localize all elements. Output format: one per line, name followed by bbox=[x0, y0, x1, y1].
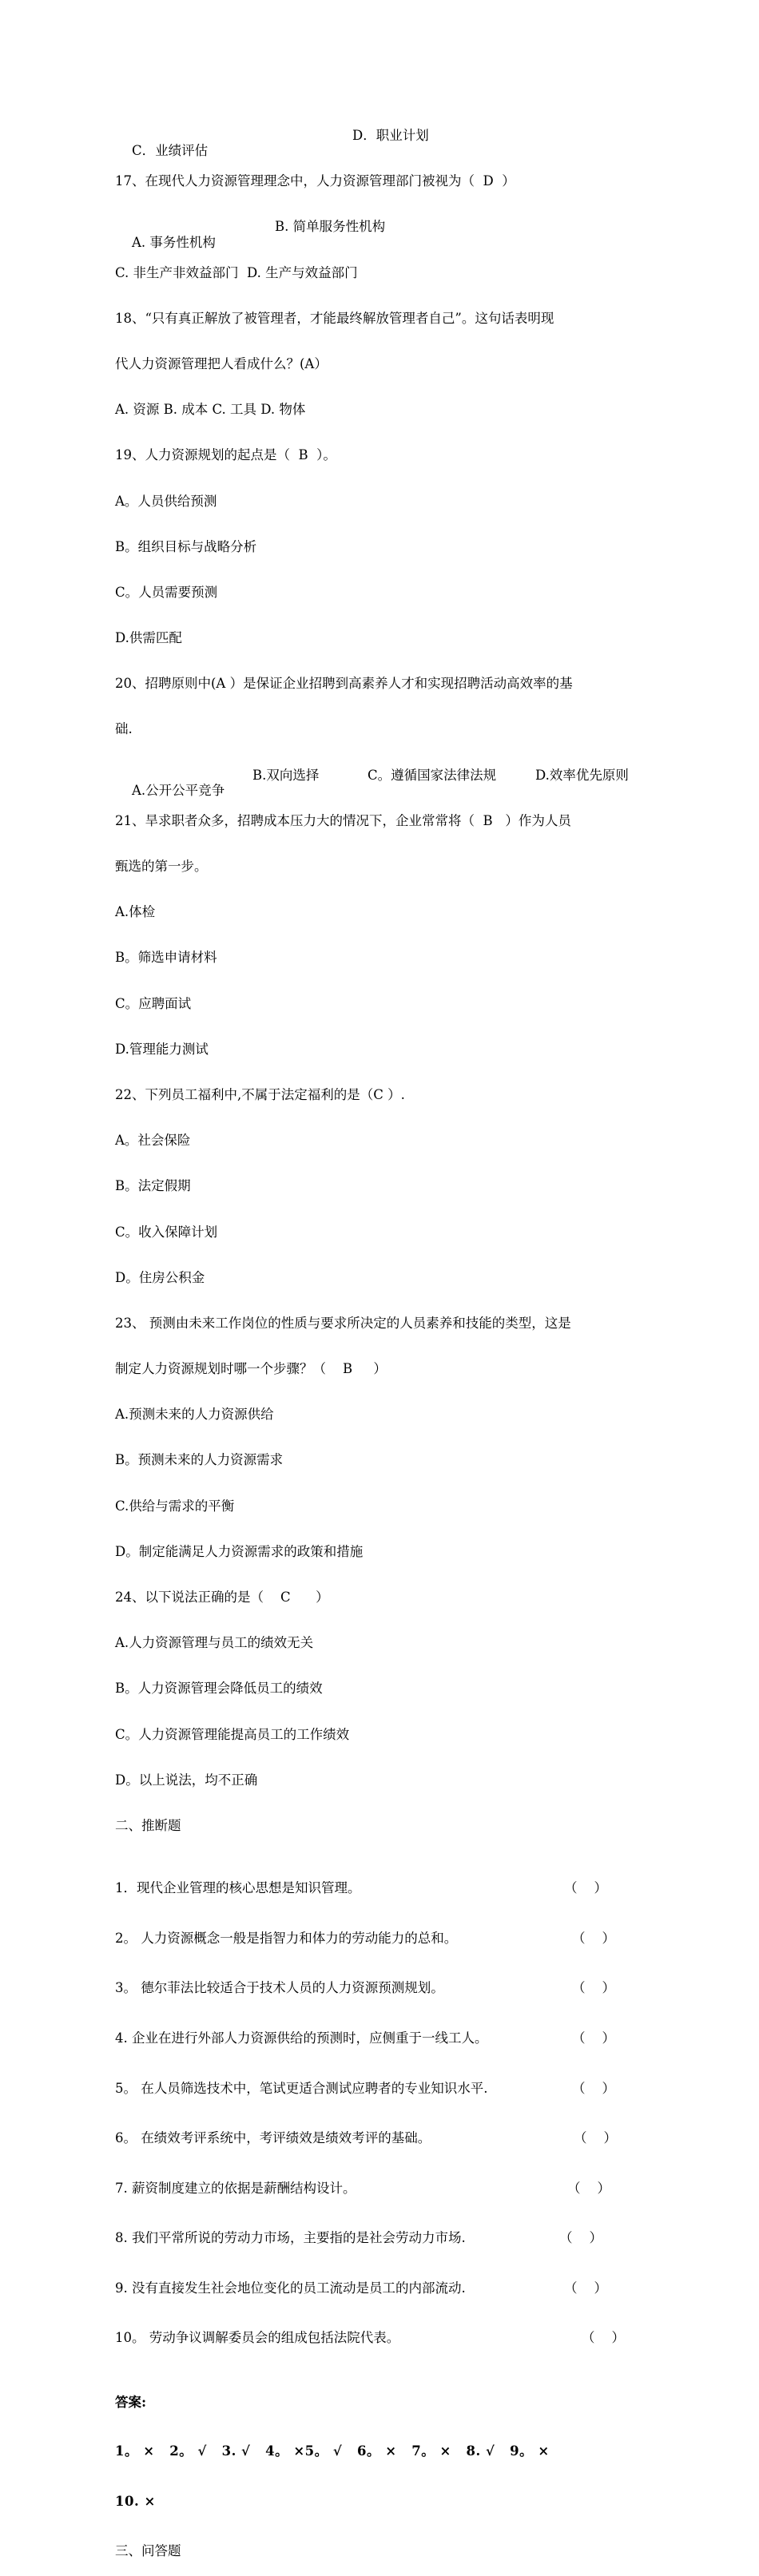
judge-item-10: 10。 劳动争议调解委员会的组成包括法院代表。 （ ） bbox=[115, 2330, 625, 2346]
question-22: 22、下列员工福利中,不属于法定福利的是（C ）. bbox=[115, 1086, 405, 1102]
q23-option-d: D。制定能满足人力资源需求的政策和措施 bbox=[115, 1543, 364, 1559]
q20-options: A.公开公平竞争 B.双向选择 C。遵循国家法律法规 D.效率优先原则 bbox=[131, 767, 629, 798]
q23-option-a: A.预测未来的人力资源供给 bbox=[115, 1407, 274, 1423]
q17-options-ab: A. 事务性机构 B. 简单服务性机构 bbox=[131, 219, 386, 250]
question-20: 20、招聘原则中(A ）是保证企业招聘到高素养人才和实现招聘活动高效率的基 bbox=[115, 676, 573, 692]
q24-option-a: A.人力资源管理与员工的绩效无关 bbox=[115, 1635, 314, 1651]
answers-line-1: 1。 × 2。 √ 3. √ 4。 ×5。 √ 6。 × 7。 × 8. √ 9。 × bbox=[115, 2443, 550, 2459]
judge-item-5: 5。 在人员筛选技术中，笔试更适合测试应聘者的专业知识水平. （ ） bbox=[115, 2080, 615, 2096]
q22-option-d: D。住房公积金 bbox=[115, 1269, 205, 1285]
judge-item-7: 7. 薪资制度建立的依据是薪酬结构设计。 （ ） bbox=[115, 2180, 610, 2196]
judge-item-8: 8. 我们平常所说的劳动力市场，主要指的是社会劳动力市场. （ ） bbox=[115, 2230, 602, 2246]
judge-item-4: 4. 企业在进行外部人力资源供给的预测时，应侧重于一线工人。 （ ） bbox=[115, 2030, 615, 2046]
question-19: 19、人力资源规划的起点是（ B ）。 bbox=[115, 447, 336, 463]
question-21: 21、旱求职者众多，招聘成本压力大的情况下，企业常常将（ B ）作为人员 bbox=[115, 812, 571, 828]
line-c-option: C．业绩评估 D．职业计划 bbox=[131, 128, 429, 159]
question-20-cont: 础. bbox=[115, 721, 133, 737]
q22-option-c: C。收入保障计划 bbox=[115, 1224, 218, 1240]
q21-option-b: B。筛选申请材料 bbox=[115, 950, 217, 966]
question-24: 24、以下说法正确的是（ C ） bbox=[115, 1590, 329, 1605]
q23-option-b: B。预测未来的人力资源需求 bbox=[115, 1452, 284, 1468]
judge-item-2: 2。 人力资源概念一般是指智力和体力的劳动能力的总和。 （ ） bbox=[115, 1930, 615, 1946]
q21-option-c: C。应聘面试 bbox=[115, 995, 192, 1011]
question-18: 18、“只有真正解放了被管理者，才能最终解放管理者自己”。这句话表明现 bbox=[115, 310, 554, 326]
section-qa-heading: 三、问答题 bbox=[115, 2543, 181, 2559]
judge-item-3: 3。 德尔菲法比较适合于技术人员的人力资源预测规划。 （ ） bbox=[115, 1980, 615, 1996]
q24-option-b: B。人力资源管理会降低员工的绩效 bbox=[115, 1681, 323, 1697]
judge-item-1: 1．现代企业管理的核心思想是知识管理。 （ ） bbox=[115, 1880, 607, 1896]
q19-option-b: B。组织目标与战略分析 bbox=[115, 538, 257, 554]
answers-line-2: 10. × bbox=[115, 2493, 156, 2509]
question-23: 23、 预测由未来工作岗位的性质与要求所决定的人员素养和技能的类型，这是 bbox=[115, 1315, 571, 1331]
q24-option-c: C。人力资源管理能提高员工的工作绩效 bbox=[115, 1726, 350, 1742]
q19-option-d: D.供需匹配 bbox=[115, 630, 182, 646]
q19-option-a: A。人员供给预测 bbox=[115, 493, 217, 509]
q21-option-d: D.管理能力测试 bbox=[115, 1041, 209, 1057]
document-page bbox=[115, 97, 658, 2576]
q17-options-cd: C. 非生产非效益部门 D. 生产与效益部门 bbox=[115, 264, 358, 280]
answers-heading: 答案: bbox=[115, 2395, 147, 2411]
q18-options: A. 资源 B. 成本 C. 工具 D. 物体 bbox=[115, 402, 306, 418]
judge-item-6: 6。 在绩效考评系统中，考评绩效是绩效考评的基础。 （ ） bbox=[115, 2130, 617, 2146]
q23-option-c: C.供给与需求的平衡 bbox=[115, 1498, 235, 1514]
q19-option-c: C。人员需要预测 bbox=[115, 584, 218, 600]
question-17: 17、在现代人力资源管理理念中，人力资源管理部门被视为（ D ） bbox=[115, 173, 515, 189]
q22-option-b: B。法定假期 bbox=[115, 1178, 191, 1194]
question-23-cont: 制定人力资源规划时哪一个步骤？（ B ） bbox=[115, 1361, 387, 1377]
question-18-cont: 代人力资源管理把人看成什么？(A） bbox=[115, 355, 328, 371]
section-judgement-heading: 二、推断题 bbox=[115, 1817, 181, 1833]
q22-option-a: A。社会保险 bbox=[115, 1133, 191, 1149]
q24-option-d: D。以上说法，均不正确 bbox=[115, 1772, 258, 1788]
question-21-cont: 甄选的第一步。 bbox=[115, 859, 208, 874]
judge-item-9: 9. 没有直接发生社会地位变化的员工流动是员工的内部流动. （ ） bbox=[115, 2280, 607, 2296]
q21-option-a: A.体检 bbox=[115, 904, 156, 920]
